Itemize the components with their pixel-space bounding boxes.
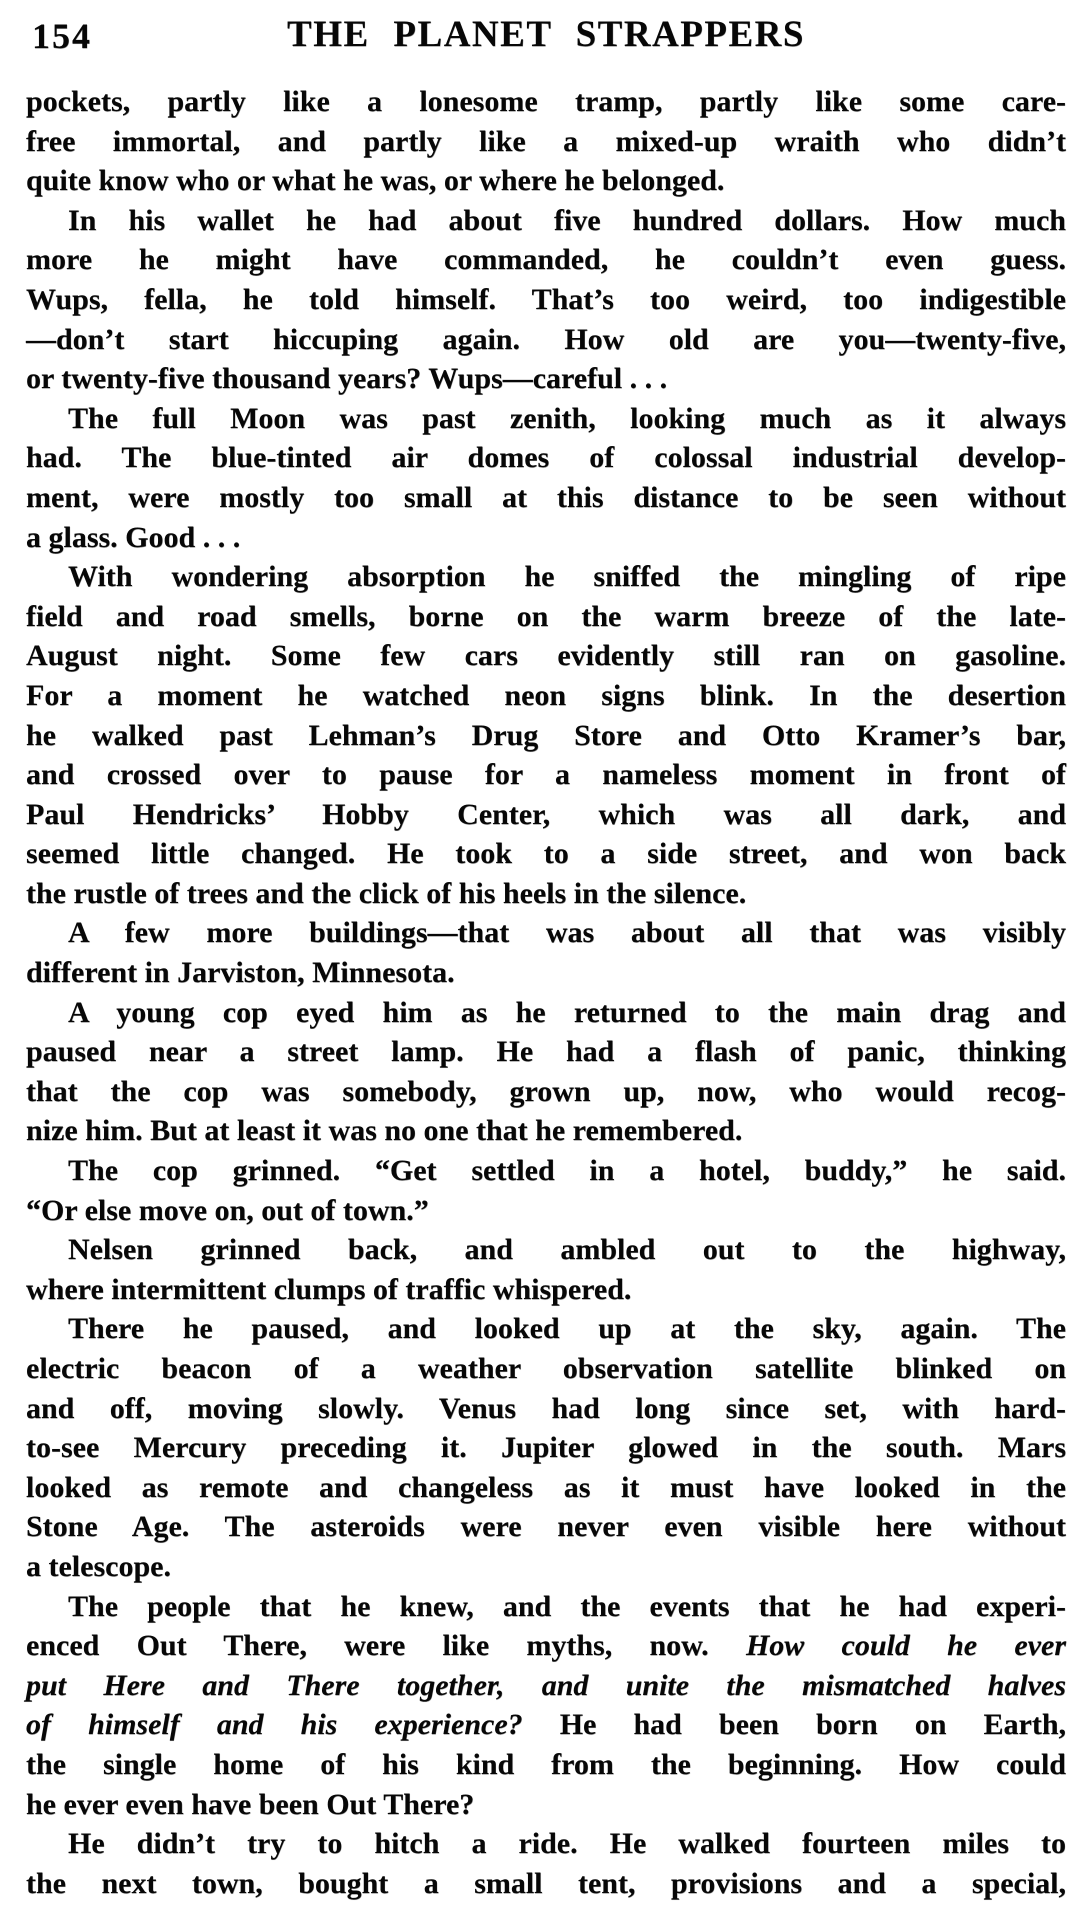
paragraph [26, 1309, 1066, 1586]
text-line [26, 1745, 1066, 1785]
text-segment: and crossed over to pause for a nameless moment in front of [26, 758, 1066, 792]
italic-text-segment: How could he ever [745, 1629, 1066, 1663]
text-segment: Wups, fella, he told himself. That’s too weird, too indigestible [26, 282, 1066, 316]
text-segment: paused near a street lamp. He had a flash of panic, thinking [26, 1035, 1066, 1069]
text-line [26, 1547, 1066, 1587]
text-line [26, 1468, 1066, 1508]
text-line [26, 320, 1066, 360]
text-segment: or twenty-five thousand years? Wups—careful . . . [26, 362, 668, 396]
text-segment: that the cop was somebody, grown up, now, who would recog- [26, 1074, 1066, 1108]
text-segment: —don’t start hiccuping again. How old are you—twenty-five, [26, 322, 1066, 356]
running-title: THE PLANET STRAPPERS [287, 14, 805, 55]
text-line [26, 597, 1066, 637]
text-segment: The cop grinned. “Get settled in a hotel, buddy,” he said. [68, 1154, 1066, 1188]
paragraph [26, 399, 1066, 557]
paragraph [26, 1587, 1066, 1825]
text-segment: August night. Some few cars evidently still ran on gasoline. [26, 639, 1066, 673]
text-segment: the rustle of trees and the click of his heels in the silence. [26, 876, 747, 910]
text-segment: ment, were mostly too small at this distance to be seen without [26, 480, 1066, 514]
text-line [26, 280, 1066, 320]
text-line [26, 1032, 1066, 1072]
text-segment: A few more buildings—that was about all that was visibly [68, 916, 1066, 950]
text-line [26, 1666, 1066, 1706]
paragraph [26, 1151, 1066, 1230]
text-line [26, 1072, 1066, 1112]
text-segment: looked as remote and changeless as it must have looked in the [26, 1470, 1066, 1504]
text-segment: had. The blue-tinted air domes of colossal industrial develop- [26, 441, 1066, 475]
text-line [26, 716, 1066, 756]
text-segment: A young cop eyed him as he returned to the main drag and [68, 995, 1066, 1029]
text-line [26, 676, 1066, 716]
text-line [26, 399, 1066, 439]
text-line [26, 1191, 1066, 1231]
text-line [26, 1507, 1066, 1547]
page-body [26, 82, 1066, 1903]
text-line [26, 201, 1066, 241]
text-line [26, 1270, 1066, 1310]
text-line [26, 1864, 1066, 1904]
text-segment: seemed little changed. He took to a side street, and won back [26, 837, 1066, 871]
text-segment: the next town, bought a small tent, provisions and a special, [26, 1866, 1066, 1900]
text-line [26, 636, 1066, 676]
text-line [26, 557, 1066, 597]
text-segment: Stone Age. The asteroids were never even visible here without [26, 1510, 1066, 1544]
text-line [26, 122, 1066, 162]
text-segment: and off, moving slowly. Venus had long since set, with hard- [26, 1391, 1066, 1425]
text-line [26, 913, 1066, 953]
text-line [26, 1824, 1066, 1864]
text-line [26, 1151, 1066, 1191]
text-segment: the single home of his kind from the beginning. How could [26, 1747, 1066, 1781]
text-segment: Paul Hendricks’ Hobby Center, which was all dark, and [26, 797, 1066, 831]
text-segment: different in Jarviston, Minnesota. [26, 956, 455, 990]
paragraph [26, 1230, 1066, 1309]
text-segment: With wondering absorption he sniffed the mingling of ripe [68, 560, 1066, 594]
text-line [26, 359, 1066, 399]
paragraph [26, 201, 1066, 399]
text-segment: There he paused, and looked up at the sky, again. The [68, 1312, 1066, 1346]
text-segment: He had been born on Earth, [522, 1708, 1067, 1742]
text-line [26, 755, 1066, 795]
text-segment: The full Moon was past zenith, looking much as it always [68, 401, 1066, 435]
text-segment: “Or else move on, out of town.” [26, 1193, 429, 1227]
text-segment: more he might have commanded, he couldn’t even guess. [26, 243, 1066, 277]
text-line [26, 795, 1066, 835]
text-segment: to-see Mercury preceding it. Jupiter glowed in the south. Mars [26, 1431, 1066, 1465]
text-segment: a telescope. [26, 1549, 171, 1583]
text-line [26, 1389, 1066, 1429]
page-header [26, 13, 1066, 69]
text-segment: For a moment he watched neon signs blink. In the desertion [26, 678, 1066, 712]
text-line [26, 1428, 1066, 1468]
text-segment: where intermittent clumps of traffic whispered. [26, 1272, 632, 1306]
text-segment: enced Out There, were like myths, now. [26, 1629, 746, 1663]
text-line [26, 1785, 1066, 1825]
italic-text-segment: of himself and his experience? [26, 1708, 523, 1742]
text-line [26, 161, 1066, 201]
paragraph [26, 993, 1066, 1151]
text-line [26, 1349, 1066, 1389]
text-line [26, 478, 1066, 518]
paragraph [26, 82, 1066, 201]
text-segment: quite know who or what he was, or where he belonged. [26, 164, 725, 198]
text-segment: free immortal, and partly like a mixed-up wraith who didn’t [26, 124, 1066, 158]
text-line [26, 834, 1066, 874]
text-segment: field and road smells, borne on the warm breeze of the late- [26, 599, 1066, 633]
paragraph [26, 557, 1066, 913]
page-number: 154 [32, 16, 92, 56]
text-line [26, 518, 1066, 558]
paragraph [26, 913, 1066, 992]
text-line [26, 1309, 1066, 1349]
text-segment: he walked past Lehman’s Drug Store and Otto Kramer’s bar, [26, 718, 1066, 752]
text-segment: The people that he knew, and the events that he had experi- [68, 1589, 1066, 1623]
text-line [26, 1587, 1066, 1627]
text-line [26, 953, 1066, 993]
text-segment: pockets, partly like a lonesome tramp, partly like some care- [26, 85, 1066, 118]
text-line [26, 1626, 1066, 1666]
text-line [26, 1705, 1066, 1745]
text-segment: nize him. But at least it was no one that he remembered. [26, 1114, 743, 1148]
text-segment: he ever even have been Out There? [26, 1787, 475, 1821]
text-line [26, 1111, 1066, 1151]
text-line [26, 82, 1066, 122]
text-line [26, 993, 1066, 1033]
text-segment: electric beacon of a weather observation satellite blinked on [26, 1352, 1066, 1385]
text-segment: He didn’t try to hitch a ride. He walked fourteen miles to [68, 1827, 1066, 1861]
text-segment: a glass. Good . . . [26, 520, 241, 554]
text-line [26, 438, 1066, 478]
italic-text-segment: put Here and There together, and unite the mismatched halves [26, 1668, 1066, 1702]
text-line [26, 874, 1066, 914]
text-line [26, 1230, 1066, 1270]
paragraph [26, 1824, 1066, 1903]
text-line [26, 240, 1066, 280]
text-segment: Nelsen grinned back, and ambled out to the highway, [68, 1233, 1066, 1267]
text-segment: In his wallet he had about five hundred dollars. How much [68, 203, 1066, 237]
